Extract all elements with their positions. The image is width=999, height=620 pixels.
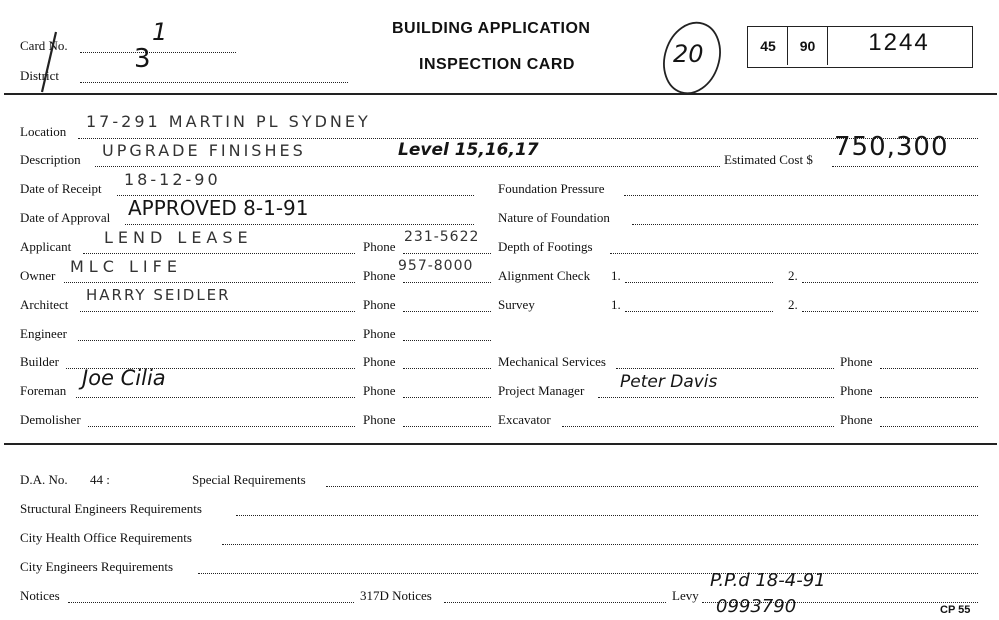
project-manager-label: Project Manager bbox=[498, 383, 585, 398]
notices-317d-label: 317D Notices bbox=[360, 588, 432, 603]
description-label: Description bbox=[20, 152, 81, 167]
date-of-receipt-label: Date of Receipt bbox=[20, 181, 102, 196]
estimated-cost-label: Estimated Cost $ bbox=[724, 152, 813, 167]
receipt-number: 0993790 bbox=[716, 596, 797, 617]
architect-phone-line bbox=[403, 311, 491, 312]
title-line2: INSPECTION CARD bbox=[419, 56, 575, 73]
nature-of-foundation-line bbox=[632, 224, 978, 225]
form-code: CP 55 bbox=[940, 604, 971, 616]
alignment-check-line-2 bbox=[802, 282, 978, 283]
architect-value: HARRY SEIDLER bbox=[86, 286, 231, 304]
district-label: District bbox=[20, 68, 59, 83]
depth-of-footings-label: Depth of Footings bbox=[498, 239, 593, 254]
notices-line bbox=[68, 602, 354, 603]
owner-phone-value: 957-8000 bbox=[398, 258, 474, 274]
owner-phone-label: Phone bbox=[363, 268, 396, 283]
card-number: 1244 bbox=[868, 29, 930, 56]
da-no-label: D.A. No. bbox=[20, 472, 68, 487]
applicant-phone-value: 231-5622 bbox=[404, 229, 480, 245]
demolisher-phone-line bbox=[403, 426, 491, 427]
excavator-line bbox=[562, 426, 834, 427]
engineer-phone-line bbox=[403, 340, 491, 341]
project-manager-phone-line bbox=[880, 397, 978, 398]
alignment-check-label: Alignment Check bbox=[498, 268, 591, 283]
estimated-cost-value: 750,300 bbox=[834, 132, 949, 162]
location-value: 17-291 MARTIN PL SYDNEY bbox=[86, 112, 371, 131]
project-manager-phone-label: Phone bbox=[840, 383, 873, 398]
health-requirements-line bbox=[222, 544, 978, 545]
alignment-check-n1: 1. bbox=[611, 268, 621, 283]
structural-requirements-line bbox=[236, 515, 978, 516]
description-line bbox=[95, 166, 720, 167]
description-value: UPGRADE FINISHES bbox=[102, 141, 306, 160]
card-no-label: Card No. bbox=[20, 38, 68, 53]
levy-value: P.P.d 18-4-91 bbox=[710, 570, 826, 591]
applicant-phone-line bbox=[403, 253, 491, 254]
card-no-line bbox=[80, 52, 236, 53]
code-box-2: 90 bbox=[788, 27, 828, 65]
mechanical-services-line bbox=[616, 368, 834, 369]
da-no-value: 44 : bbox=[90, 472, 110, 487]
mechanical-services-phone-label: Phone bbox=[840, 354, 873, 369]
builder-label: Builder bbox=[20, 354, 59, 369]
foreman-phone-label: Phone bbox=[363, 383, 396, 398]
description-levels: Level 15,16,17 bbox=[398, 140, 539, 160]
project-manager-line bbox=[598, 397, 834, 398]
special-requirements-line bbox=[326, 486, 978, 487]
builder-phone-label: Phone bbox=[363, 354, 396, 369]
survey-n2: 2. bbox=[788, 297, 798, 312]
engineer-phone-label: Phone bbox=[363, 326, 396, 341]
foreman-phone-line bbox=[403, 397, 491, 398]
demolisher-phone-label: Phone bbox=[363, 412, 396, 427]
demolisher-line bbox=[88, 426, 355, 427]
owner-line bbox=[64, 282, 355, 283]
nature-of-foundation-label: Nature of Foundation bbox=[498, 210, 610, 225]
district-value: 3 bbox=[134, 44, 151, 74]
location-label: Location bbox=[20, 124, 67, 139]
city-engineers-requirements-line bbox=[198, 573, 978, 574]
code-box-1: 45 bbox=[749, 27, 788, 65]
special-requirements-label: Special Requirements bbox=[192, 472, 306, 487]
builder-phone-line bbox=[403, 368, 491, 369]
survey-n1: 1. bbox=[611, 297, 621, 312]
architect-phone-label: Phone bbox=[363, 297, 396, 312]
fields-divider bbox=[4, 443, 997, 445]
date-of-approval-label: Date of Approval bbox=[20, 210, 111, 225]
handwritten-slash-mark bbox=[34, 28, 64, 98]
levy-label: Levy bbox=[672, 588, 699, 603]
survey-line-1 bbox=[625, 311, 773, 312]
foreman-label: Foreman bbox=[20, 383, 67, 398]
survey-label: Survey bbox=[498, 297, 535, 312]
survey-line-2 bbox=[802, 311, 978, 312]
estimated-cost-line bbox=[832, 166, 978, 167]
foreman-line bbox=[76, 397, 355, 398]
structural-requirements-label: Structural Engineers Requirements bbox=[20, 501, 202, 516]
applicant-line bbox=[83, 253, 355, 254]
alignment-check-line-1 bbox=[625, 282, 773, 283]
notices-317d-line bbox=[444, 602, 666, 603]
date-of-approval-value: APPROVED 8-1-91 bbox=[128, 196, 309, 220]
header-divider bbox=[4, 93, 997, 95]
mechanical-services-label: Mechanical Services bbox=[498, 354, 606, 369]
foundation-pressure-label: Foundation Pressure bbox=[498, 181, 605, 196]
title-line1: BUILDING APPLICATION bbox=[392, 20, 591, 37]
applicant-phone-label: Phone bbox=[363, 239, 396, 254]
engineer-label: Engineer bbox=[20, 326, 67, 341]
circled-mark-value: 20 bbox=[673, 40, 704, 68]
card-no-value: 1 bbox=[152, 18, 168, 46]
health-requirements-label: City Health Office Requirements bbox=[20, 530, 192, 545]
city-engineers-requirements-label: City Engineers Requirements bbox=[20, 559, 174, 574]
excavator-phone-label: Phone bbox=[840, 412, 873, 427]
depth-of-footings-line bbox=[610, 253, 978, 254]
notices-label: Notices bbox=[20, 588, 60, 603]
engineer-line bbox=[78, 340, 355, 341]
foreman-value: Joe Cilia bbox=[82, 366, 166, 390]
excavator-label: Excavator bbox=[498, 412, 551, 427]
foundation-pressure-line bbox=[624, 195, 978, 196]
architect-line bbox=[80, 311, 355, 312]
alignment-check-n2: 2. bbox=[788, 268, 798, 283]
project-manager-value: Peter Davis bbox=[620, 372, 718, 392]
mechanical-services-phone-line bbox=[880, 368, 978, 369]
district-line bbox=[80, 82, 348, 83]
applicant-label: Applicant bbox=[20, 239, 72, 254]
owner-phone-line bbox=[403, 282, 491, 283]
owner-value: MLC LIFE bbox=[70, 257, 182, 276]
date-of-receipt-value: 18-12-90 bbox=[124, 170, 221, 189]
demolisher-label: Demolisher bbox=[20, 412, 81, 427]
architect-label: Architect bbox=[20, 297, 69, 312]
excavator-phone-line bbox=[880, 426, 978, 427]
date-of-approval-line bbox=[125, 224, 474, 225]
applicant-value: LEND LEASE bbox=[104, 228, 253, 247]
owner-label: Owner bbox=[20, 268, 56, 283]
